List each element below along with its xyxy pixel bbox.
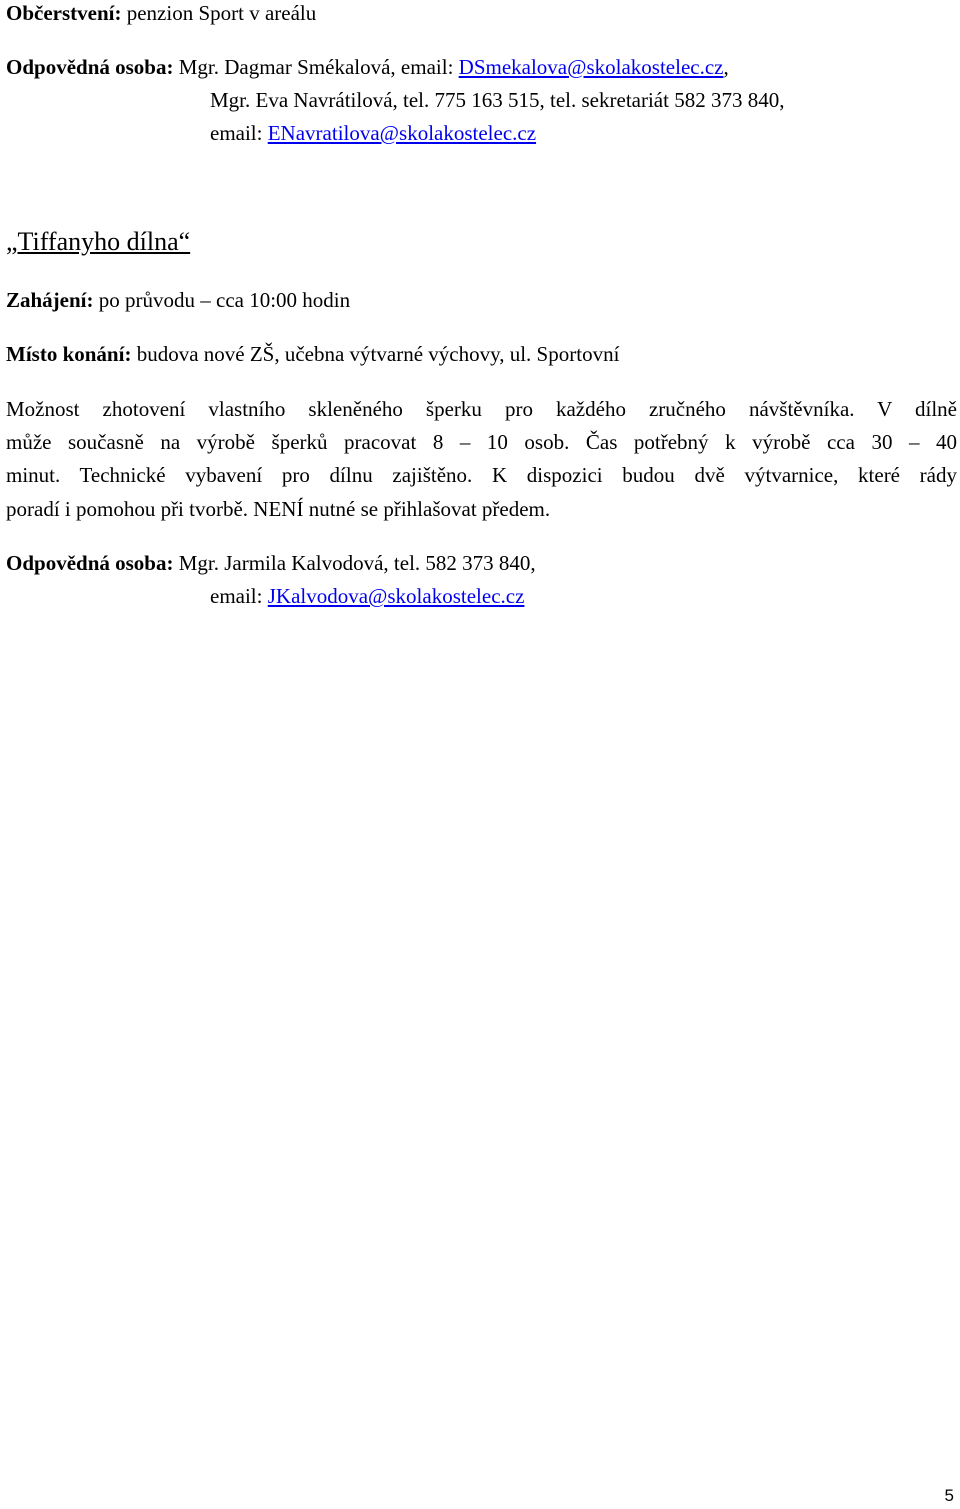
contact2-line2 [210,583,524,609]
place-label: Místo konání: [6,342,132,366]
workshop-place [6,341,619,367]
contact1-line1 [6,54,729,80]
contact1-email-link[interactable]: DSmekalova@skolakostelec.cz [458,55,724,79]
contact1-name: Mgr. Dagmar Smékalová, email: [178,55,454,79]
start-label: Zahájení: [6,288,94,312]
refreshment-label: Občerstvení: [6,1,122,25]
contact1-email2-link[interactable]: ENavratilova@skolakostelec.cz [267,121,537,145]
description-line-1: Možnost zhotovení vlastního skleněného šperku pro každého zručného návštěvníka. V dílně [6,397,957,421]
workshop-start [6,287,350,313]
refreshment-line [6,0,316,26]
place-text: budova nové ZŠ, učebna výtvarné výchovy, ul. Sportovní [136,342,620,366]
contact1-label: Odpovědná osoba: [6,55,174,79]
workshop-title: „Tiffanyho dílna“ [6,227,191,256]
contact2-label: Odpovědná osoba: [6,551,174,575]
contact2-name: Mgr. Jarmila Kalvodová, tel. 582 373 840, [178,551,536,575]
contact1-email-label: email: [210,121,263,145]
description-line-3: minut. Technické vybavení pro dílnu zajištěno. K dispozici budou dvě výtvarnice, které rády [6,463,957,487]
page-number: 5 [944,1486,954,1505]
contact1-line3 [210,120,536,146]
description-line-2: může současně na výrobě šperků pracovat 8 – 10 osob. Čas potřebný k výrobě cca 30 – 40 [6,430,957,454]
contact1-comma: , [723,55,729,79]
contact1-line2: Mgr. Eva Navrátilová, tel. 775 163 515, tel. sekretariát 582 373 840, [210,88,785,112]
contact2-email-link[interactable]: JKalvodova@skolakostelec.cz [267,584,525,608]
refreshment-text: penzion Sport v areálu [126,1,317,25]
start-text: po průvodu – cca 10:00 hodin [98,288,351,312]
contact2-email-label: email: [210,584,263,608]
description-line-4: poradí i pomohou při tvorbě. NENÍ nutné se přihlašovat předem. [6,497,551,521]
contact2-line1 [6,550,536,576]
